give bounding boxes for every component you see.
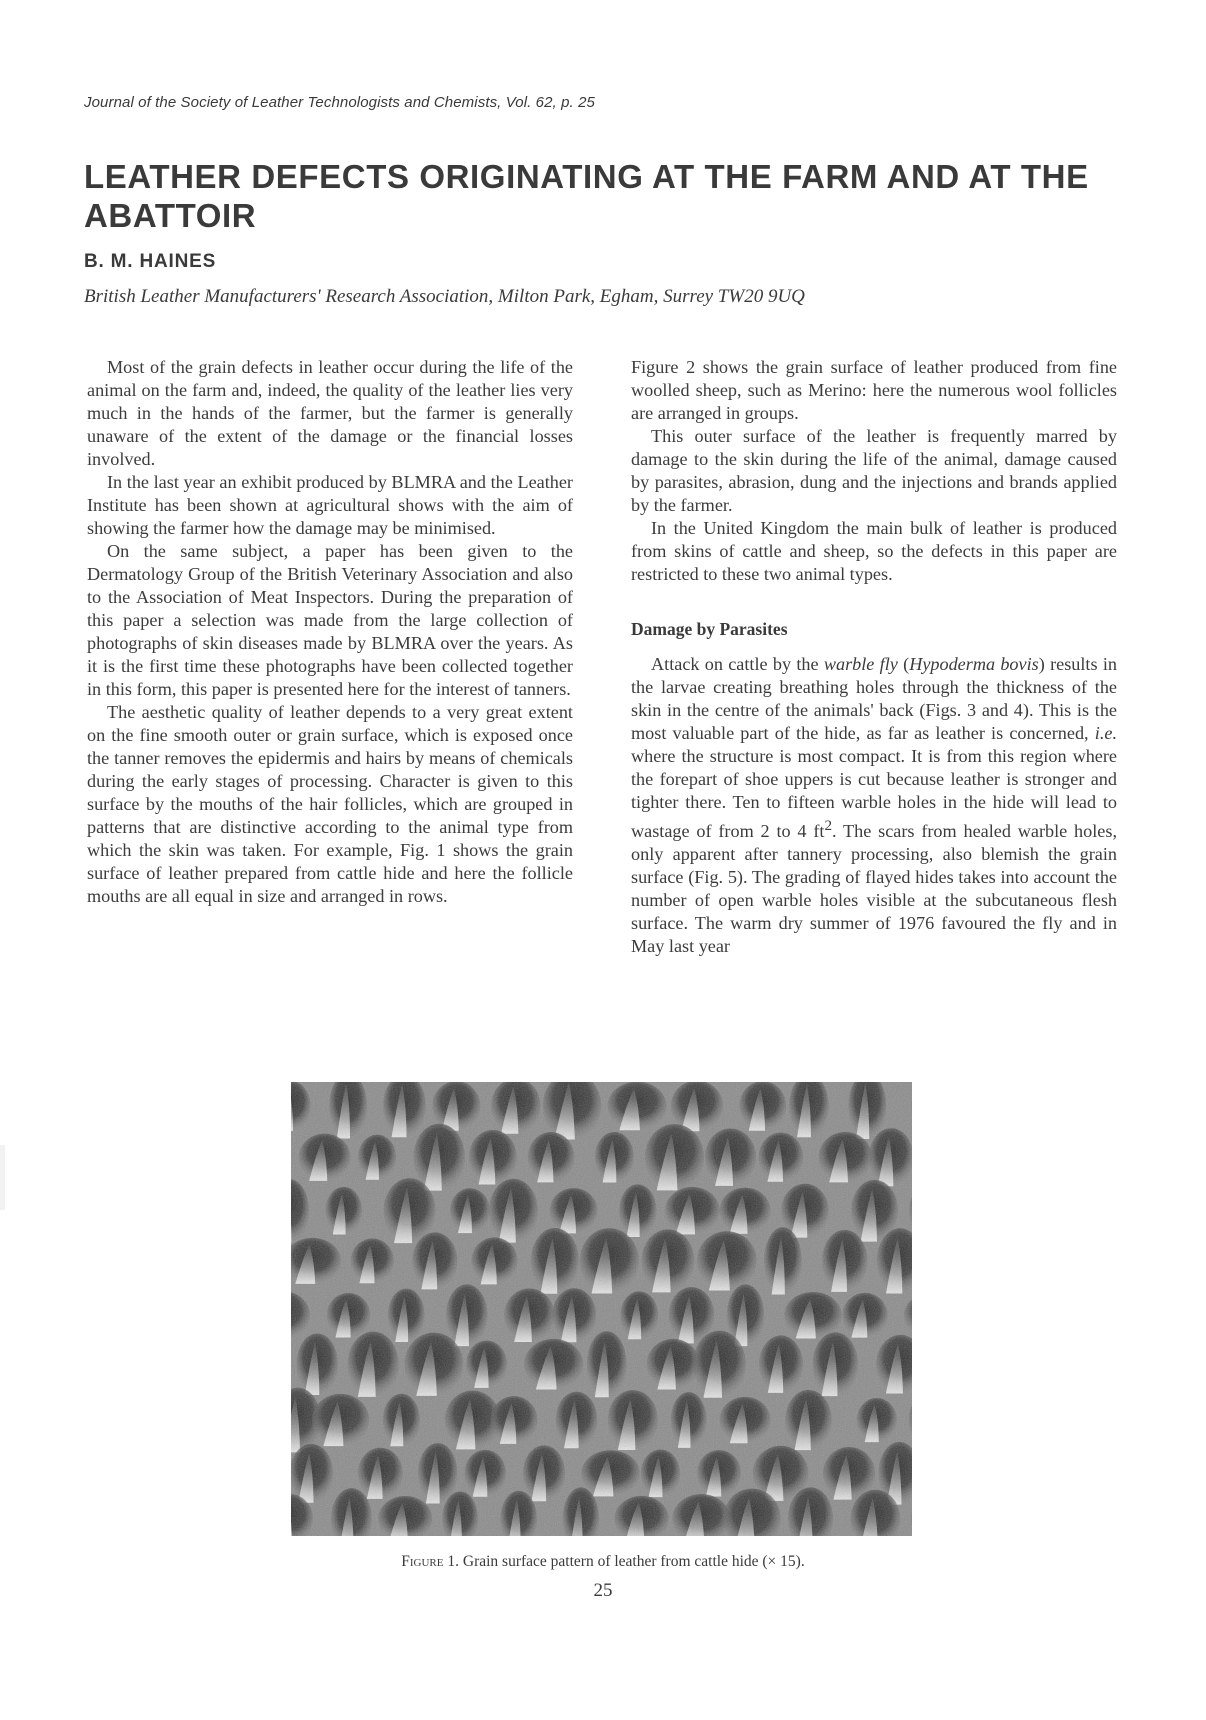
figure-caption xyxy=(0,1553,1206,1571)
page-number: 25 xyxy=(593,1580,613,1601)
text-run: . The scars from healed warble holes, only apparent after tannery processing, also blemish the grain surface (Fig. 5). The grading of flayed hides takes into account the number of open warble holes visible at the subcutaneous flesh surface. The warm dry summer of 1976 favoured the fly and in May last year xyxy=(631,821,1117,957)
running-head: Journal of the Society of Leather Technologists and Chemists, Vol. 62, p. 25 xyxy=(84,94,595,111)
author: B. M. HAINES xyxy=(84,251,217,272)
paragraph: The aesthetic quality of leather depends to a very great extent on the fine smooth outer or grain surface, which is exposed once the tanner removes the epidermis and hairs by means of chemicals during the early stages of processing. Character is given to this surface by the mouths of the hair follicles, which are grouped in patterns that are distinctive according to the animal type from which the skin was taken. For example, Fig. 1 shows the grain surface of leather prepared from cattle hide and here the follicle mouths are all equal in size and arranged in rows. xyxy=(87,702,573,906)
species-common-name: warble fly xyxy=(823,654,898,674)
paper-title: LEATHER DEFECTS ORIGINATING AT THE FARM AND AT THE ABATTOIR xyxy=(84,158,1089,234)
paragraph: On the same subject, a paper has been given to the Dermatology Group of the British Veterinary Association and also to the Association of Meat Inspectors. During the preparation of this paper a selection was made from the large collection of photographs of skin diseases made by BLMRA over the years. As it is the first time these photographs have been collected together in this form, this paper is presented here for the interest of tanners. xyxy=(87,541,573,699)
grain-pattern-image xyxy=(291,1082,912,1536)
paragraph: Figure 2 shows the grain surface of leather produced from fine woolled sheep, such as Merino: here the numerous wool follicles are arranged in groups. xyxy=(631,357,1117,423)
affiliation: British Leather Manufacturers' Research Association, Milton Park, Egham, Surrey TW20 9UQ xyxy=(84,286,805,307)
paragraph: In the last year an exhibit produced by BLMRA and the Leather Institute has been shown at agricultural shows with the aim of showing the farmer how the damage may be minimised. xyxy=(87,472,573,538)
left-column xyxy=(87,356,573,908)
species-latin-name: Hypoderma bovis xyxy=(909,654,1039,674)
right-column xyxy=(631,356,1117,958)
paragraph-parasites xyxy=(631,653,1117,958)
text-run: ( xyxy=(897,654,910,674)
figure-1-photo xyxy=(291,1082,912,1536)
superscript: 2 xyxy=(824,817,833,834)
text-run: where the structure is most compact. It is from this region where the forepart of shoe uppers is cut because leather is stronger and tighter there. Ten to fifteen warble holes in the hide will lead to wastage of from 2 to 4 ft xyxy=(631,746,1117,842)
grain-texture xyxy=(291,1082,912,1536)
caption-text: 1. Grain surface pattern of leather from cattle hide (× 15). xyxy=(443,1553,805,1570)
abbreviation-ie: i.e. xyxy=(1094,723,1117,743)
text-run: Attack on cattle by the xyxy=(651,654,824,674)
scan-edge-artifact xyxy=(0,1145,5,1210)
section-heading: Damage by Parasites xyxy=(631,619,788,639)
paragraph: In the United Kingdom the main bulk of leather is produced from skins of cattle and sheep, so the defects in this paper are restricted to these two animal types. xyxy=(631,518,1117,584)
text-run: ) results in the larvae creating breathing holes through the thickness of the skin in the centre of the animals' back (Figs. 3 and 4). This is the most valuable part of the hide, as far as leather is concerned, xyxy=(631,654,1117,743)
paragraph: Most of the grain defects in leather occur during the life of the animal on the farm and, indeed, the quality of the leather lies very much in the hands of the farmer, but the farmer is generally unaware of the extent of the damage or the financial losses involved. xyxy=(87,357,573,469)
paragraph: This outer surface of the leather is frequently marred by damage to the skin during the life of the animal, damage caused by parasites, abrasion, dung and the injections and brands applied by the farmer. xyxy=(631,426,1117,515)
figure-label: Figure xyxy=(401,1553,444,1570)
